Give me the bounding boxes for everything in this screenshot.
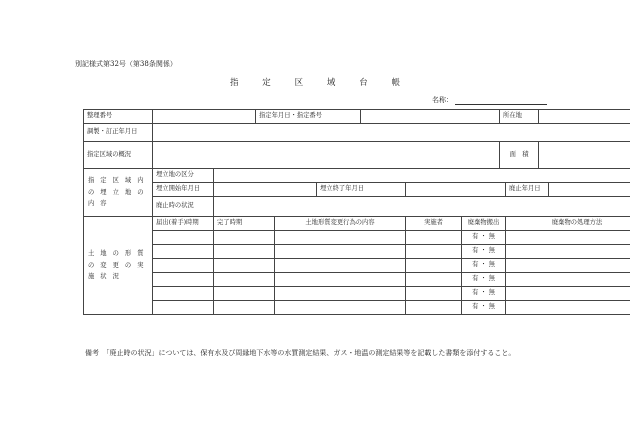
waste-out-cell[interactable]: 有 ・ 無 (462, 301, 506, 315)
waste-method-cell[interactable] (506, 259, 630, 273)
landfill-category-label: 埋立地の区分 (153, 169, 214, 183)
area-label: 面 積 (500, 142, 539, 169)
notified-cell[interactable] (153, 287, 214, 301)
landfill-section-label: 指 定 区 域 内 の 埋 立 地 の 内 容 (84, 169, 153, 217)
table-row (84, 259, 630, 273)
title-char: 台 (359, 78, 368, 88)
table-row (84, 287, 630, 301)
notified-cell[interactable] (153, 273, 214, 287)
col-implementer-header: 実施者 (406, 217, 462, 231)
content-cell[interactable] (275, 259, 406, 273)
title-char: 指 (230, 78, 239, 88)
closure-state-value[interactable] (214, 197, 630, 217)
location-value[interactable] (539, 110, 630, 124)
row-prepared (84, 124, 630, 142)
implementer-cell[interactable] (406, 245, 462, 259)
notified-cell[interactable] (153, 301, 214, 315)
row-landfill-dates (84, 183, 630, 197)
ref-number-value[interactable] (153, 110, 256, 124)
waste-out-cell[interactable]: 有 ・ 無 (462, 273, 506, 287)
location-label: 所在地 (500, 110, 539, 124)
col-waste-method-header: 廃棄物の処理方法 (506, 217, 630, 231)
notified-cell[interactable] (153, 245, 214, 259)
name-label: 名称： (432, 96, 453, 104)
table-row (84, 273, 630, 287)
content-cell[interactable] (275, 287, 406, 301)
waste-out-cell[interactable]: 有 ・ 無 (462, 287, 506, 301)
table-row (84, 301, 630, 315)
row-landfill-category (84, 169, 630, 183)
content-cell[interactable] (275, 245, 406, 259)
row-change-header (84, 217, 630, 231)
col-waste-out-header: 廃棄物搬出 (462, 217, 506, 231)
waste-method-cell[interactable] (506, 287, 630, 301)
waste-out-cell[interactable]: 有 ・ 無 (462, 245, 506, 259)
prepared-date-value[interactable] (153, 124, 630, 142)
completed-cell[interactable] (214, 287, 275, 301)
remarks-note (85, 348, 555, 359)
landfill-start-value[interactable] (214, 183, 317, 197)
designation-label: 指定年月日・指定番号 (256, 110, 361, 124)
notified-cell[interactable] (153, 259, 214, 273)
waste-method-cell[interactable] (506, 231, 630, 245)
completed-cell[interactable] (214, 273, 275, 287)
closure-state-label: 廃止時の状況 (153, 197, 214, 217)
implementer-cell[interactable] (406, 259, 462, 273)
waste-out-cell[interactable]: 有 ・ 無 (462, 259, 506, 273)
landfill-end-value[interactable] (406, 183, 506, 197)
name-input-line[interactable] (455, 96, 547, 105)
waste-method-cell[interactable] (506, 273, 630, 287)
register-table (83, 109, 630, 315)
ref-number-label: 整理番号 (84, 110, 153, 124)
waste-method-cell[interactable] (506, 245, 630, 259)
title-char: 区 (294, 78, 304, 88)
waste-out-cell[interactable]: 有 ・ 無 (462, 231, 506, 245)
overview-value[interactable] (153, 142, 500, 169)
overview-label: 指定区域の概況 (84, 142, 153, 169)
col-completed-header: 完了時期 (214, 217, 275, 231)
remarks-text: 「廃止時の状況」については、保有水及び周縁地下水等の水質測定結果、ガス・地温の測定結果等を記載した書類を添付すること。 (106, 349, 516, 357)
completed-cell[interactable] (214, 259, 275, 273)
designation-value[interactable] (361, 110, 500, 124)
title-char: 帳 (391, 78, 400, 88)
table-row (84, 245, 630, 259)
landfill-start-label: 埋立開始年月日 (153, 183, 214, 197)
implementer-cell[interactable] (406, 231, 462, 245)
completed-cell[interactable] (214, 245, 275, 259)
table-row (84, 231, 630, 245)
content-cell[interactable] (275, 301, 406, 315)
col-content-header: 土地形質変更行為の内容 (275, 217, 406, 231)
closure-date-value[interactable] (549, 183, 630, 197)
closure-date-label: 廃止年月日 (506, 183, 549, 197)
landfill-category-value[interactable] (214, 169, 630, 183)
area-value[interactable] (539, 142, 630, 169)
completed-cell[interactable] (214, 231, 275, 245)
implementer-cell[interactable] (406, 301, 462, 315)
title-char: 域 (326, 78, 336, 88)
col-notified-header: 届出(着手)時期 (153, 217, 214, 231)
name-field (432, 95, 547, 105)
completed-cell[interactable] (214, 301, 275, 315)
notified-cell[interactable] (153, 231, 214, 245)
implementer-cell[interactable] (406, 287, 462, 301)
content-cell[interactable] (275, 231, 406, 245)
waste-method-cell[interactable] (506, 301, 630, 315)
form-label: 別記様式第32号（第38条関係） (75, 60, 177, 68)
row-closure-state (84, 197, 630, 217)
change-section-label: 土 地 の 形 質 の 変 更 の 実 施 状 況 (84, 217, 153, 315)
title-char: 定 (262, 78, 271, 88)
content-cell[interactable] (275, 273, 406, 287)
landfill-end-label: 埋立終了年月日 (317, 183, 406, 197)
remarks-label: 備考 (85, 349, 99, 357)
document-title (230, 76, 400, 88)
implementer-cell[interactable] (406, 273, 462, 287)
row-overview (84, 142, 630, 169)
prepared-date-label: 調製・訂正年月日 (84, 124, 153, 142)
row-ref (84, 110, 630, 124)
